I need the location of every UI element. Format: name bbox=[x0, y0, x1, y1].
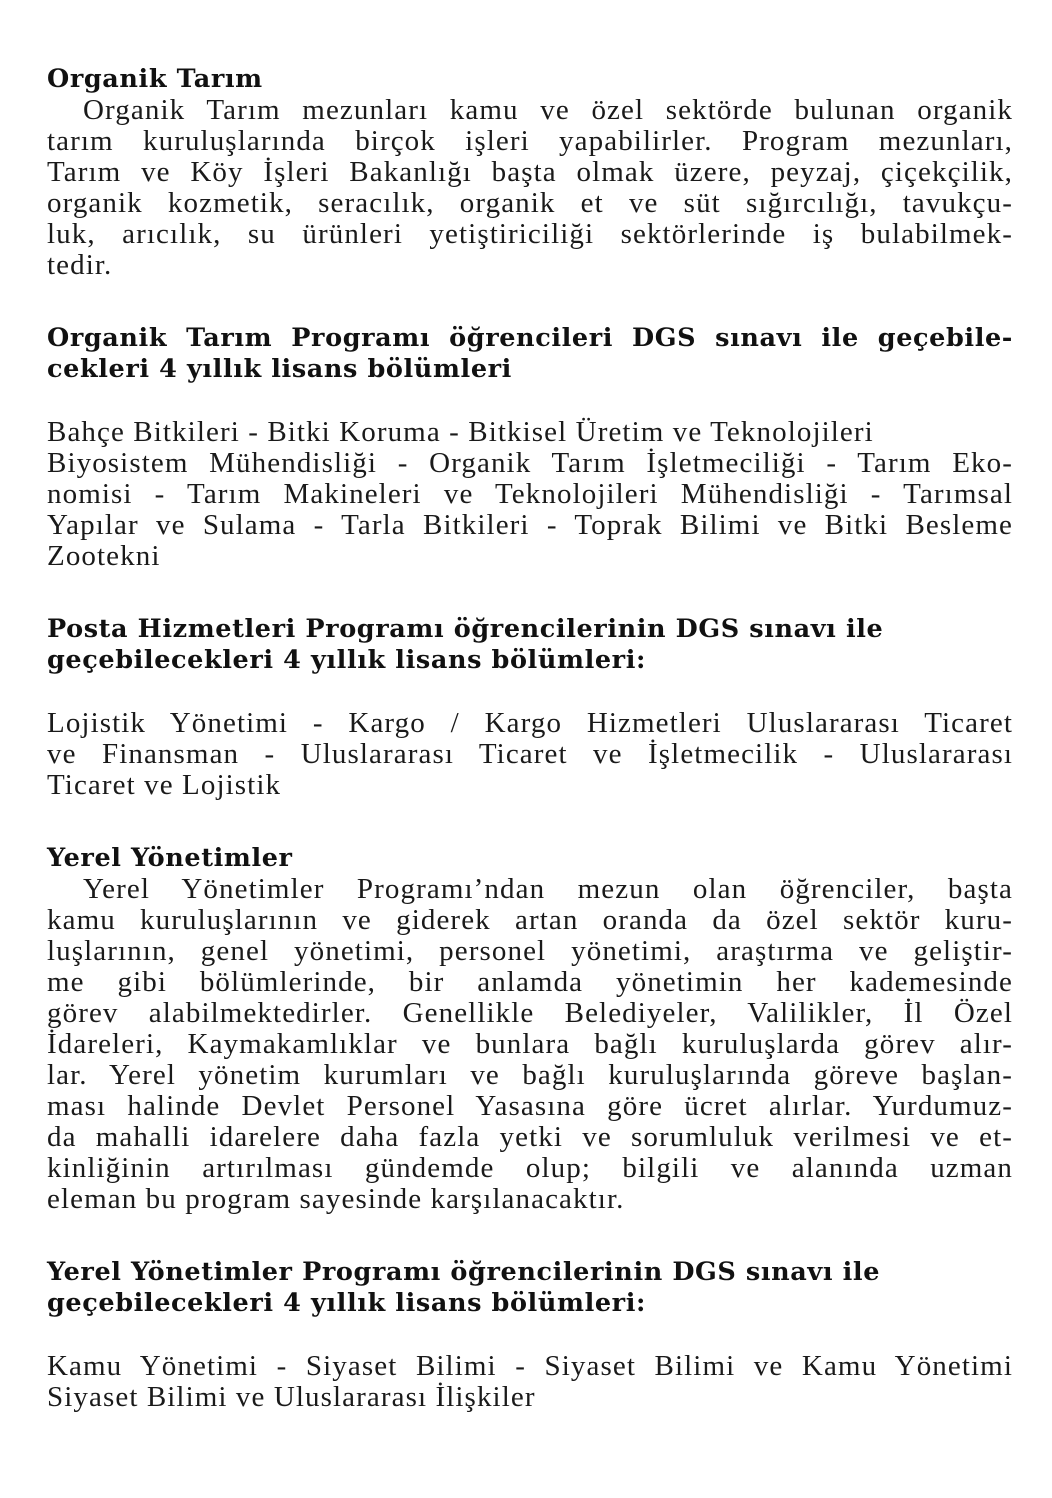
heading-line: geçebilecekleri 4 yıllık lisans bölümleri: bbox=[47, 645, 647, 675]
paragraph-line: görev alabilmektedirler. Genellikle Belediyeler, Valilikler, İl Özel bbox=[47, 997, 1013, 1029]
paragraph-line: Yerel Yönetimler Programı’ndan mezun olan öğrenciler, başta bbox=[83, 873, 1013, 905]
list-line: Biyosistem Mühendisliği - Organik Tarım İşletmeciliği - Tarım Eko- bbox=[47, 447, 1013, 479]
paragraph-line: tarım kuruluşlarında birçok işleri yapabilirler. Program mezunları, bbox=[47, 125, 1013, 157]
paragraph-line: kamu kuruluşlarının ve giderek artan oranda da özel sektör kuru- bbox=[47, 904, 1013, 936]
section-heading bbox=[47, 1257, 1013, 1319]
list-line: ve Finansman - Uluslararası Ticaret ve İşletmecilik - Uluslararası bbox=[47, 738, 1013, 770]
paragraph-line: ması halinde Devlet Personel Yasasına göre ücret alırlar. Yurdumuz- bbox=[47, 1090, 1013, 1122]
list-line: Siyaset Bilimi ve Uluslararası İlişkiler bbox=[47, 1381, 536, 1413]
paragraph-line: İdareleri, Kaymakamlıklar ve bunlara bağlı kuruluşlarda görev alır- bbox=[47, 1028, 1013, 1060]
paragraph-line: me gibi bölümlerinde, bir anlamda yönetimin her kademesinde bbox=[47, 966, 1013, 998]
section-organik-tarim bbox=[47, 64, 1013, 281]
paragraph-line: lar. Yerel yönetim kurumları ve bağlı kuruluşlarında göreve başlan- bbox=[47, 1059, 1013, 1091]
heading-line: Posta Hizmetleri Programı öğrencilerinin DGS sınavı ile bbox=[47, 614, 884, 644]
section-yerel-yonetimler-dgs bbox=[47, 1257, 1013, 1413]
list-line: Lojistik Yönetimi - Kargo / Kargo Hizmetleri Uluslararası Ticaret bbox=[47, 707, 1013, 739]
section-heading bbox=[47, 323, 1013, 385]
section-heading: Organik Tarım bbox=[47, 64, 263, 94]
heading-line: geçebilecekleri 4 yıllık lisans bölümleri: bbox=[47, 1288, 647, 1318]
list-line: Bahçe Bitkileri - Bitki Koruma - Bitkisel Üretim ve Teknolojileri bbox=[47, 416, 874, 448]
department-list bbox=[47, 417, 1013, 572]
section-paragraph bbox=[47, 95, 1013, 281]
document-page bbox=[47, 64, 1013, 1413]
paragraph-line: luşlarının, genel yönetimi, personel yönetimi, araştırma ve geliştir- bbox=[47, 935, 1013, 967]
paragraph-line: da mahalli idarelere daha fazla yetki ve sorumluluk verilmesi ve et- bbox=[47, 1121, 1013, 1153]
paragraph-line: kinliğinin artırılması gündemde olup; bilgili ve alanında uzman bbox=[47, 1152, 1013, 1184]
section-posta-hizmetleri-dgs bbox=[47, 614, 1013, 801]
list-line: Kamu Yönetimi - Siyaset Bilimi - Siyaset Bilimi ve Kamu Yönetimi bbox=[47, 1350, 1013, 1382]
paragraph-line: tedir. bbox=[47, 249, 113, 281]
list-line: Zootekni bbox=[47, 540, 161, 572]
section-heading bbox=[47, 614, 1013, 676]
paragraph-line: luk, arıcılık, su ürünleri yetiştiriciliği sektörlerinde iş bulabilmek- bbox=[47, 218, 1013, 250]
paragraph-line: organik kozmetik, seracılık, organik et ve süt sığırcılığı, tavukçu- bbox=[47, 187, 1013, 219]
list-line: Yapılar ve Sulama - Tarla Bitkileri - Toprak Bilimi ve Bitki Besleme bbox=[47, 509, 1013, 541]
section-heading: Yerel Yönetimler bbox=[47, 843, 293, 873]
list-line: Ticaret ve Lojistik bbox=[47, 769, 282, 801]
section-paragraph bbox=[47, 874, 1013, 1215]
heading-line: Yerel Yönetimler Programı öğrencilerinin DGS sınavı ile bbox=[47, 1257, 881, 1287]
paragraph-line: Organik Tarım mezunları kamu ve özel sektörde bulunan organik bbox=[83, 94, 1013, 126]
heading-line: cekleri 4 yıllık lisans bölümleri bbox=[47, 354, 512, 384]
section-yerel-yonetimler bbox=[47, 843, 1013, 1215]
department-list bbox=[47, 1351, 1013, 1413]
heading-line: Organik Tarım Programı öğrencileri DGS sınavı ile geçebile- bbox=[47, 323, 1013, 353]
department-list bbox=[47, 708, 1013, 801]
section-organik-tarim-dgs bbox=[47, 323, 1013, 572]
paragraph-line: Tarım ve Köy İşleri Bakanlığı başta olmak üzere, peyzaj, çiçekçilik, bbox=[47, 156, 1013, 188]
list-line: nomisi - Tarım Makineleri ve Teknolojileri Mühendisliği - Tarımsal bbox=[47, 478, 1013, 510]
paragraph-line: eleman bu program sayesinde karşılanacaktır. bbox=[47, 1183, 625, 1215]
